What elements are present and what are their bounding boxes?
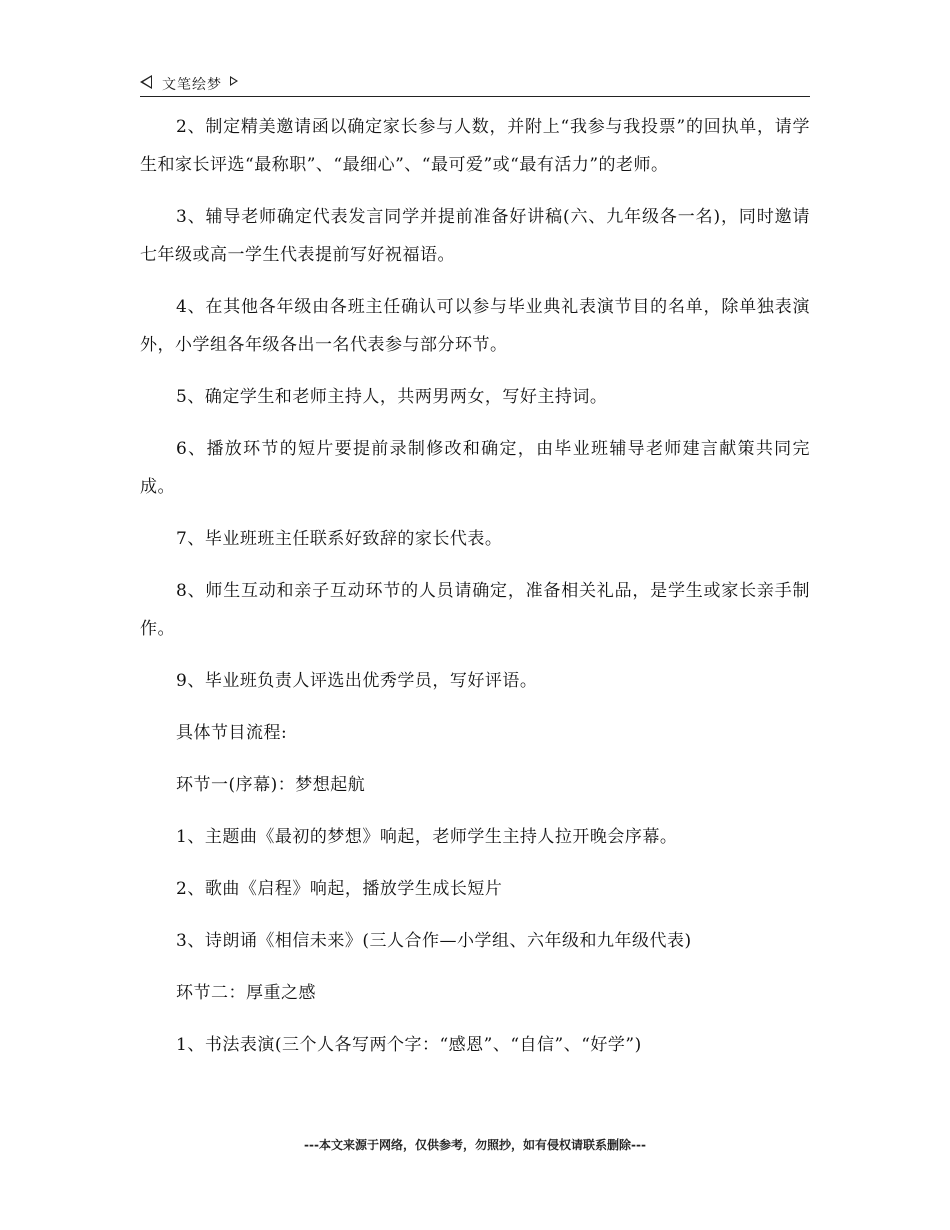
paragraph: 3、诗朗诵《相信未来》(三人合作—小学组、六年级和九年级代表): [176, 931, 692, 951]
paragraph: 2、歌曲《启程》响起，播放学生成长短片: [176, 879, 503, 899]
paragraph: 5、确定学生和老师主持人，共两男两女，写好主持词。: [176, 387, 608, 407]
section-heading: 环节二：厚重之感: [176, 983, 316, 1003]
section-heading: 环节一(序幕)：梦想起航: [176, 775, 366, 795]
triangle-left-icon: [140, 75, 152, 89]
header-brand: 文笔绘梦: [162, 77, 222, 93]
paragraph: 8、师生互动和亲子互动环节的人员请确定，准备相关礼品，是学生或家长亲手制作。: [140, 581, 810, 639]
paragraph: 7、毕业班班主任联系好致辞的家长代表。: [176, 529, 503, 549]
document-body: [140, 108, 810, 1078]
paragraph: 1、书法表演(三个人各写两个字：“感恩”、“自信”、“好学”): [176, 1035, 642, 1055]
paragraph: 4、在其他各年级由各班主任确认可以参与毕业典礼表演节目的名单，除单独表演外，小学组各年级各出一名代表参与部分环节。: [140, 297, 810, 355]
paragraph: 6、播放环节的短片要提前录制修改和确定，由毕业班辅导老师建言献策共同完成。: [140, 439, 810, 497]
paragraph: 9、毕业班负责人评选出优秀学员，写好评语。: [176, 671, 538, 691]
paragraph: 3、辅导老师确定代表发言同学并提前准备好讲稿(六、九年级各一名)，同时邀请七年级或高一学生代表提前写好祝福语。: [140, 207, 810, 265]
triangle-right-icon: [230, 76, 238, 86]
page-footer: ---本文来源于网络，仅供参考，勿照抄，如有侵权请联系删除---: [304, 1138, 646, 1152]
paragraph: 1、主题曲《最初的梦想》响起，老师学生主持人拉开晚会序幕。: [176, 827, 678, 847]
paragraph: 2、制定精美邀请函以确定家长参与人数，并附上“我参与我投票”的回执单，请学生和家长评选“最称职”、“最细心”、“最可爱”或“最有活力”的老师。: [140, 117, 810, 175]
section-heading: 具体节目流程:: [176, 723, 288, 743]
page-header: [140, 70, 810, 97]
